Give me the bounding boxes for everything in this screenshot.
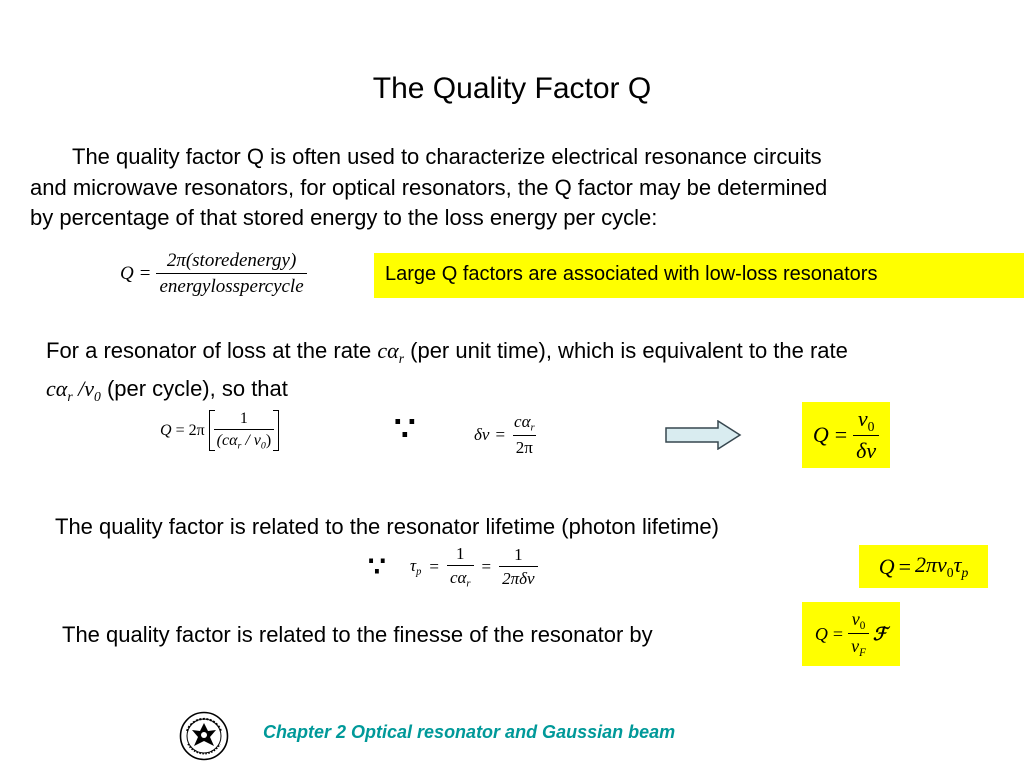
because-symbol: ∵ [368, 552, 386, 583]
equals-sign: = [139, 263, 151, 284]
fraction [499, 545, 537, 589]
q-finesse-formula [802, 602, 900, 666]
rate-text-start: For a resonator of loss at the rate [46, 338, 378, 363]
numerator: $c\alpha_r$ [514, 412, 535, 434]
denominator: $c\alpha_r$ [447, 565, 474, 590]
bracket-expression [209, 410, 280, 451]
q-rate-formula [160, 410, 279, 451]
equals-sign: = [175, 421, 185, 439]
denominator: 2πδν [499, 566, 537, 589]
equals-sign: = [429, 556, 439, 576]
fraction [511, 412, 538, 458]
fraction [447, 544, 474, 590]
numerator: $\nu_0$ [851, 609, 866, 632]
formula-factor: 2π [188, 421, 205, 439]
highlight-text: Large Q factors are associated with low-loss resonators [385, 263, 878, 285]
rate-line [46, 336, 1006, 374]
lifetime-sentence: The quality factor is related to the resonator lifetime (photon lifetime) [55, 514, 719, 539]
rate-text-end: (per unit time), which is equivalent to the rate [404, 338, 848, 363]
finesse-symbol: ℱ [872, 623, 888, 644]
formula-rhs: $2\pi\nu_0\tau_p$ [915, 552, 969, 580]
numerator: 1 [239, 410, 248, 427]
finesse-sentence: The quality factor is related to the finesse of the resonator by [62, 622, 653, 647]
right-arrow-icon [664, 420, 742, 450]
because-symbol: ∵ [394, 411, 416, 448]
photon-lifetime-formula [410, 544, 538, 590]
equals-sign: = [495, 424, 506, 444]
rate-text-end-2: (per cycle), so that [100, 375, 288, 401]
formula-lhs: Q [812, 422, 829, 447]
fraction [848, 609, 869, 659]
denominator: $(c\alpha_r / \nu_0)$ [214, 429, 275, 451]
denominator: δν [853, 435, 879, 464]
fraction [853, 406, 879, 465]
equals-sign: = [481, 556, 492, 576]
equals-sign: = [832, 623, 844, 644]
denominator: 2π [513, 435, 536, 458]
formula-lhs: δν [474, 424, 490, 444]
intro-line: The quality factor Q is often used to characterize electrical resonance circuits [72, 144, 822, 169]
formula-lhs: Q [814, 623, 828, 644]
intro-paragraph [30, 142, 990, 234]
university-seal-icon [179, 711, 229, 761]
equals-sign: = [898, 553, 911, 579]
equals-sign: = [834, 422, 848, 447]
footer-chapter: Chapter 2 Optical resonator and Gaussian beam [263, 722, 676, 742]
rate-symbol: $c\alpha_r$ [377, 338, 405, 366]
numerator: 1 [514, 544, 523, 564]
numerator: 1 [455, 544, 465, 563]
formula-lhs: Q [160, 421, 172, 439]
loss-rate-paragraph [46, 336, 1006, 412]
intro-line: and microwave resonators, for optical resonators, the Q factor may be determined [30, 174, 828, 200]
slide-title: The Quality Factor Q [372, 72, 652, 105]
formula-lhs: $\tau_p$ [410, 556, 422, 578]
formula-lhs: Q [878, 553, 895, 579]
linewidth-formula [474, 412, 538, 458]
numerator: $\nu_0$ [857, 405, 875, 434]
highlight-box [374, 253, 1024, 298]
rate-per-cycle-symbol: $c\alpha_r$ $/\nu_0$ [46, 375, 101, 404]
formula-lhs: Q [120, 263, 134, 284]
denominator: $\nu_F$ [848, 633, 869, 659]
fraction [156, 250, 306, 298]
numerator: 2π(storedenergy) [166, 250, 297, 271]
denominator: energylosspercycle [156, 273, 306, 298]
fraction [214, 410, 275, 451]
q-definition-formula [120, 250, 307, 298]
intro-line: by percentage of that stored energy to the loss energy per cycle: [30, 205, 658, 230]
q-linewidth-formula [802, 402, 890, 468]
q-lifetime-formula [859, 545, 988, 588]
